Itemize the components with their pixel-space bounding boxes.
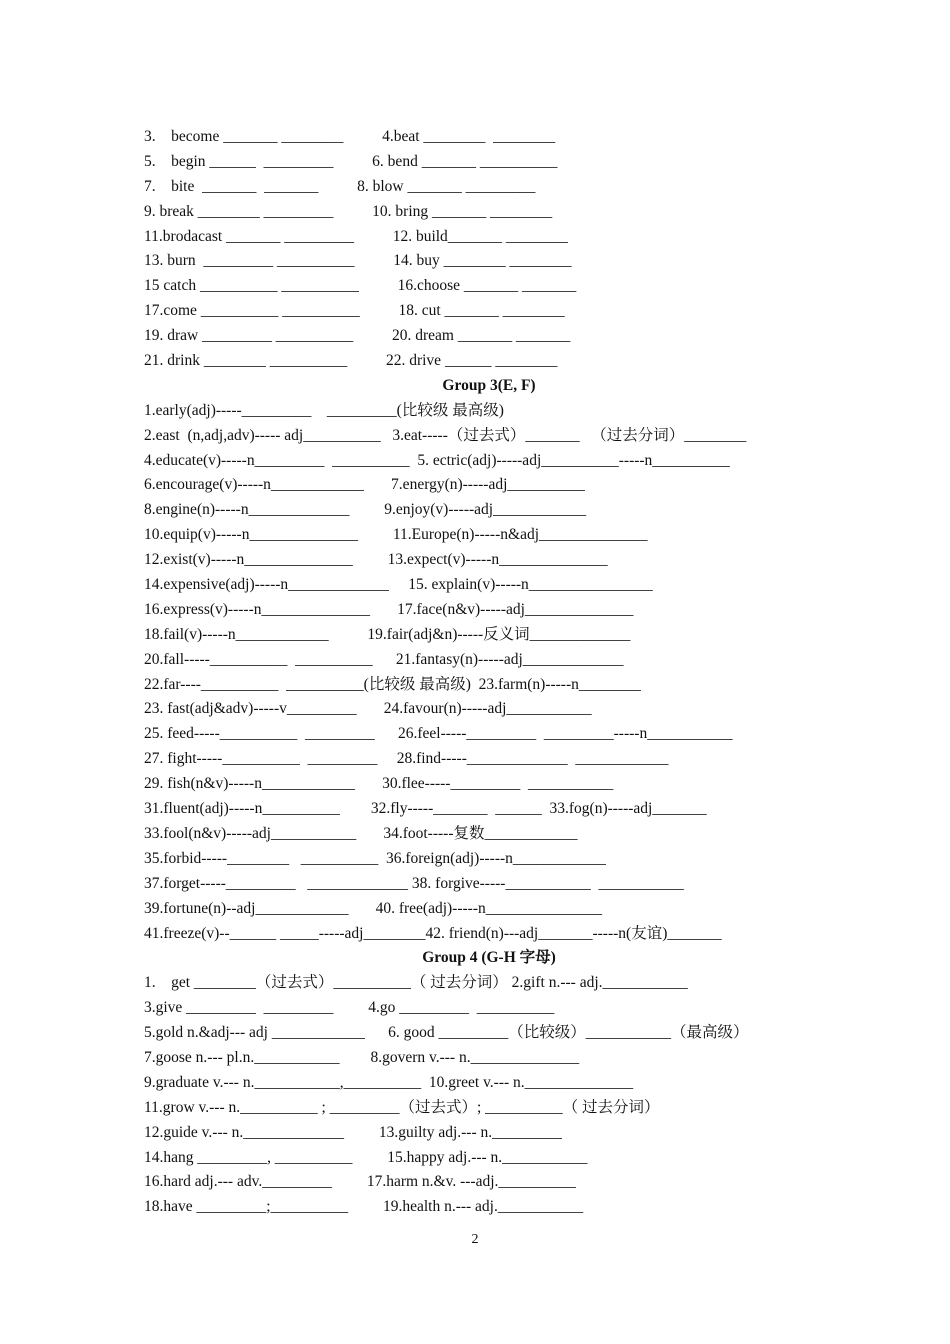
exercise-line: 23. fast(adj&adv)-----v_________ 24.favour(n)-----adj___________: [144, 700, 592, 718]
exercise-line: 41.freeze(v)--______ _____-----adj________42. friend(n)---adj_______-----n(友谊)_______: [144, 924, 722, 942]
exercise-line: 2.east (n,adj,adv)----- adj__________ 3.eat-----（过去式）_______ （过去分词）________: [144, 426, 747, 444]
exercise-line: 7. bite _______ _______ 8. blow _______ _________: [144, 177, 536, 195]
exercise-line: 20.fall-----__________ __________ 21.fantasy(n)-----adj_____________: [144, 650, 624, 668]
section-heading-group-4: Group 4 (G-H 字母): [422, 949, 556, 967]
exercise-line: 5. begin ______ _________ 6. bend _______ __________: [144, 152, 558, 170]
exercise-line: 11.brodacast _______ _________ 12. build_______ ________: [144, 227, 568, 245]
exercise-line: 5.gold n.&adj--- adj ____________ 6. good _________（比较级）___________（最高级）: [144, 1024, 749, 1042]
exercise-line: 21. drink ________ __________ 22. drive ______ ________: [144, 352, 558, 370]
exercise-line: 29. fish(n&v)-----n____________ 30.flee-----_________ ___________: [144, 775, 614, 793]
exercise-line: 12.exist(v)-----n______________ 13.expect(v)-----n______________: [144, 551, 608, 569]
exercise-line: 11.grow v.--- n.__________ ; _________（过去式）; __________（ 过去分词）: [144, 1098, 660, 1116]
exercise-line: 37.forget-----_________ _____________ 38. forgive-----___________ ___________: [144, 874, 684, 892]
exercise-line: 27. fight-----__________ _________ 28.find-----_____________ ____________: [144, 750, 669, 768]
exercise-line: 25. feed-----__________ _________ 26.feel-----_________ _________-----n___________: [144, 725, 733, 743]
exercise-line: 14.hang _________, __________ 15.happy adj.--- n.___________: [144, 1148, 588, 1166]
exercise-line: 10.equip(v)-----n______________ 11.Europe(n)-----n&adj______________: [144, 526, 648, 544]
exercise-line: 16.hard adj.--- adv._________ 17.harm n.&v. ---adj.__________: [144, 1173, 576, 1191]
exercise-line: 6.encourage(v)-----n____________ 7.energy(n)-----adj__________: [144, 476, 585, 494]
exercise-line: 1. get ________（过去式）__________（ 过去分词） 2.gift n.--- adj.___________: [144, 974, 688, 992]
page-number: 2: [471, 1232, 479, 1247]
exercise-line: 16.express(v)-----n______________ 17.face(n&v)-----adj______________: [144, 600, 634, 618]
exercise-line: 3.give _________ _________ 4.go _________ __________: [144, 999, 555, 1017]
exercise-line: 33.fool(n&v)-----adj___________ 34.foot-----复数____________: [144, 824, 578, 842]
exercise-line: 3. become _______ ________ 4.beat ________ ________: [144, 128, 556, 145]
exercise-line: 31.fluent(adj)-----n__________ 32.fly-----_______ ______ 33.fog(n)-----adj_______: [144, 800, 707, 818]
exercise-line: 12.guide v.--- n._____________ 13.guilty adj.--- n._________: [144, 1123, 562, 1141]
exercise-line: 14.expensive(adj)-----n_____________ 15. explain(v)-----n________________: [144, 576, 653, 594]
exercise-line: 39.fortune(n)--adj____________ 40. free(adj)-----n_______________: [144, 899, 602, 917]
exercise-line: 22.far----__________ __________(比较级 最高级) 23.farm(n)-----n________: [144, 675, 641, 693]
exercise-line: 15 catch __________ __________ 16.choose _______ _______: [144, 277, 577, 295]
exercise-line: 18.have _________;__________ 19.health n.--- adj.___________: [144, 1198, 584, 1216]
exercise-line: 13. burn _________ __________ 14. buy ________ ________: [144, 252, 572, 270]
exercise-line: 18.fail(v)-----n____________ 19.fair(adj&n)-----反义词_____________: [144, 625, 631, 643]
exercise-line: 17.come __________ __________ 18. cut _______ ________: [144, 302, 565, 320]
exercise-line: 9.graduate v.--- n.___________,__________ 10.greet v.--- n.______________: [144, 1073, 634, 1091]
section-heading-group-3: Group 3(E, F): [442, 376, 536, 394]
exercise-line: 1.early(adj)-----_________ _________(比较级 最高级): [144, 401, 504, 419]
exercise-line: 8.engine(n)-----n_____________ 9.enjoy(v)-----adj____________: [144, 501, 587, 519]
exercise-line: 19. draw _________ __________ 20. dream _______ _______: [144, 327, 571, 345]
exercise-line: 4.educate(v)-----n_________ __________ 5. ectric(adj)-----adj__________-----n__________: [144, 451, 730, 469]
worksheet-body: [144, 125, 834, 1220]
exercise-line: 35.forbid-----________ __________ 36.foreign(adj)-----n____________: [144, 849, 606, 867]
exercise-line: 7.goose n.--- pl.n.___________ 8.govern v.--- n.______________: [144, 1048, 580, 1066]
exercise-line: 9. break ________ _________ 10. bring _______ ________: [144, 202, 553, 220]
